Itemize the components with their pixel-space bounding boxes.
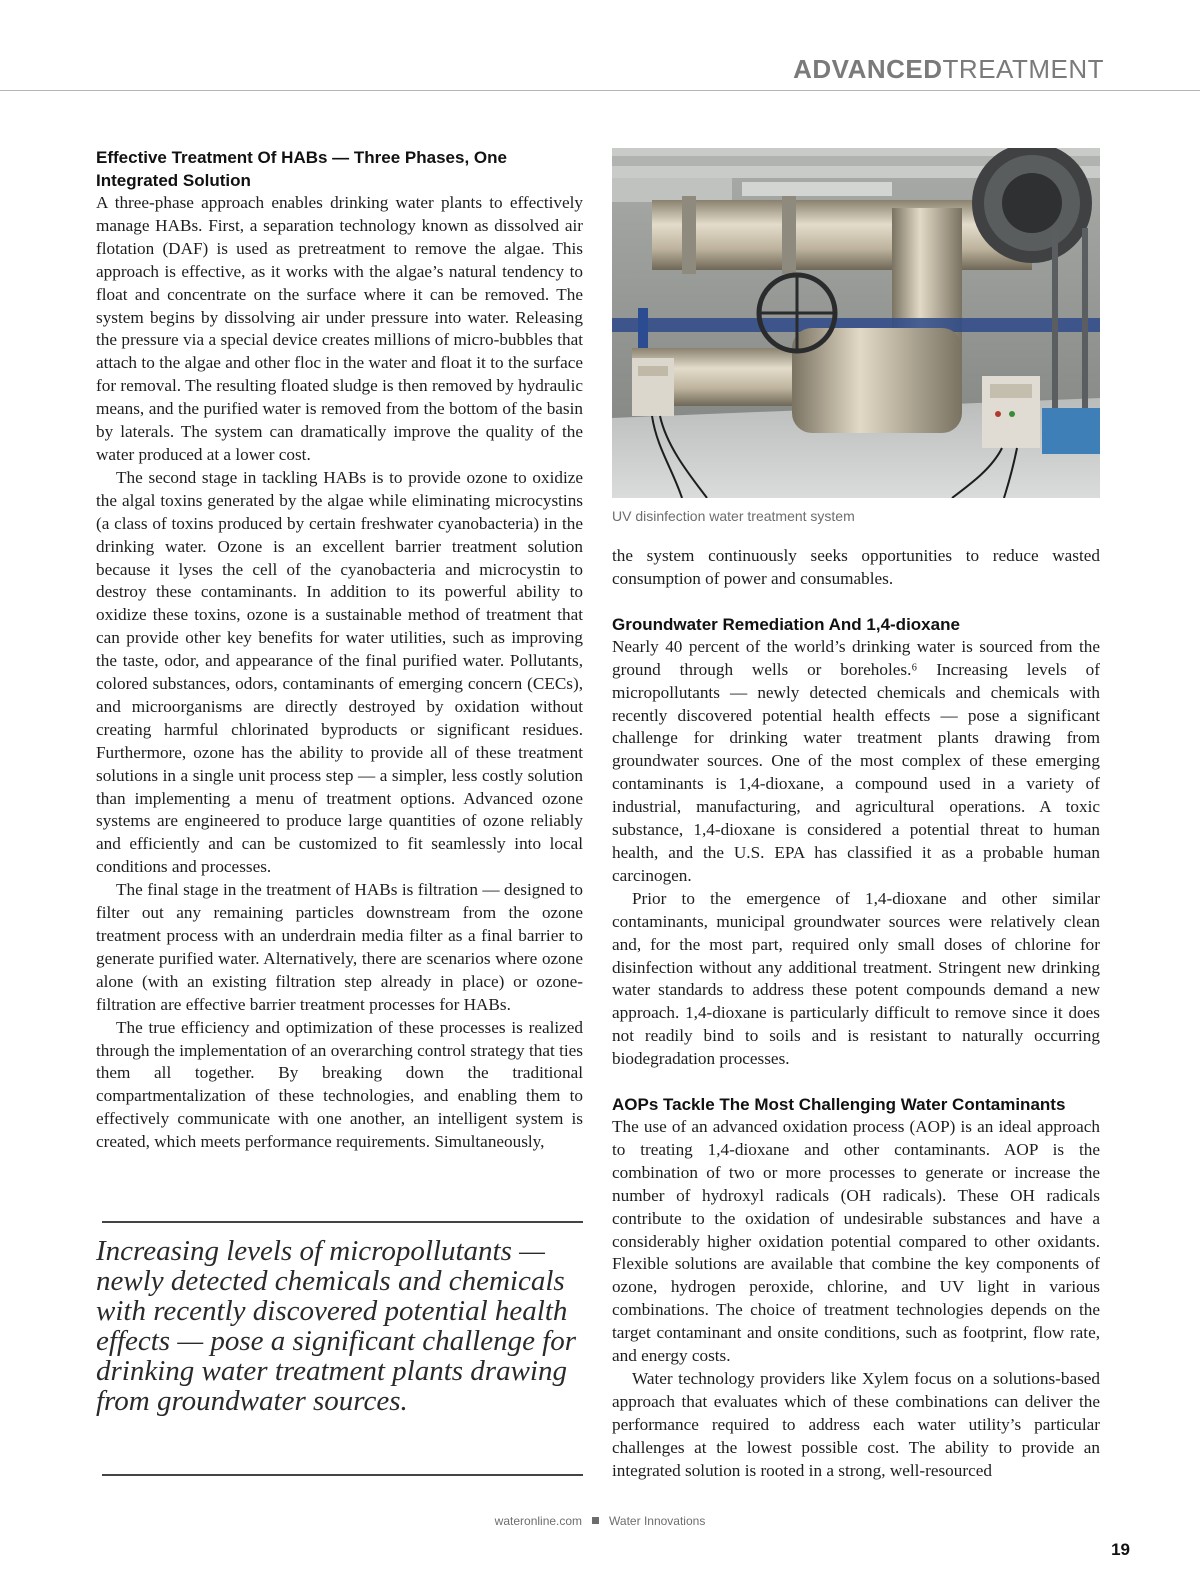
section-tag: [793, 54, 1104, 85]
aop-paragraph-2: Water technology providers like Xylem focus on a solutions-based approach that evaluates which of these combinations can deliver the performance required to address each water utility’s particular challenges at the lowest possible cost. The ability to provide an integrated solution is rooted in a strong, well-resourced: [612, 1369, 1100, 1480]
pull-quote: Increasing levels of micropollutants — newly detected chemicals and chemicals with recently discovered potential health effects — pose a significant challenge for drinking water treatment plants drawing from groundwater sources.: [96, 1235, 577, 1417]
footer-publication: Water Innovations: [609, 1514, 706, 1528]
groundwater-paragraph-2: Prior to the emergence of 1,4-dioxane and other similar contaminants, municipal groundwater sources were relatively clean and, for the most part, required only small doses of chlorine for disinfection without any additional treatment. Stringent new drinking water standards to address these potent compounds demand a new approach. 1,4-dioxane is particularly difficult to remove since it does not readily bind to soils and is resistant to naturally occurring biodegradation processes.: [612, 888, 1100, 1069]
aop-paragraph-1: The use of an advanced oxidation process (AOP) is an ideal approach to treating 1,4-dioxane and other contaminants. AOP is the combination of two or more processes to generate or increase the number of hydroxyl radicals (OH radicals). These OH radicals contribute to the oxidation of undesirable substances and have a considerably higher oxidation potential compared to other oxidants. Flexible solutions are available that combine the key components of ozone, hydrogen peroxide, chlorine, and UV light in various combinations. The choice of treatment technologies depends on the target contaminant and onsite conditions, such as footprint, flow rate, and energy costs.: [612, 1117, 1100, 1366]
uv-system-photo: [612, 148, 1100, 498]
groundwater-heading: Groundwater Remediation And 1,4-dioxane: [612, 614, 960, 634]
spacer: [612, 591, 1100, 613]
footer: [0, 1514, 1200, 1528]
left-paragraph-1: A three-phase approach enables drinking water plants to effectively manage HABs. First, a separation technology known as dissolved air flotation (DAF) is used as pretreatment to remove the algae. This approach is effective, as it works with the algae’s natural tendency to float and concentrate on the surface where it can be removed. The system begins by dissolving air under pressure into water. Releasing the pressure via a special device creates millions of micro-bubbles that attach to the algae and other floc in the water and float it to the surface for removal. The resulting floated sludge is then removed by hydraulic means, and the purified water is removed from the bottom of the basin by laterals. The system can dramatically improve the quality of the water produced at a lower cost.: [96, 193, 583, 464]
left-column: [96, 146, 583, 1154]
photo-caption: UV disinfection water treatment system: [612, 508, 855, 524]
header-rule: [0, 90, 1200, 91]
spacer: [612, 1071, 1100, 1093]
pull-quote-top-rule: [102, 1221, 583, 1223]
pull-quote-bottom-rule: [102, 1474, 583, 1476]
right-column: [612, 545, 1100, 1483]
footer-site: wateronline.com: [494, 1514, 583, 1528]
right-continuation: the system continuously seeks opportunities to reduce wasted consumption of power and consumables.: [612, 546, 1100, 588]
section-tag-bold: ADVANCED: [793, 54, 943, 84]
left-paragraph-3: The final stage in the treatment of HABs is filtration — designed to filter out any remaining particles downstream from the ozone treatment process with an underdrain media filter as a final barrier to generate purified water. Alternatively, there are scenarios where ozone alone (with an existing filtration step already in place) or ozone-filtration are effective barrier treatment processes for HABs.: [96, 880, 583, 1014]
habs-heading: Effective Treatment Of HABs — Three Phases, One Integrated Solution: [96, 148, 507, 190]
groundwater-paragraph-1: Nearly 40 percent of the world’s drinking water is sourced from the ground through wells or boreholes.⁶ Increasing levels of micropollutants — newly detected chemicals and chemicals with recently discovered potential health effects — pose a significant challenge for drinking water treatment plants drawing from groundwater sources. One of the most complex of these emerging contaminants is 1,4-dioxane, a compound used in a variety of industrial, manufacturing, and agricultural operations. A toxic substance, 1,4-dioxane is considered a potential threat to human health, and the U.S. EPA has classified it as a probable human carcinogen.: [612, 636, 1100, 885]
left-paragraph-2: The second stage in tackling HABs is to provide ozone to oxidize the algal toxins generated by the algae while eliminating microcystins (a class of toxins produced by certain freshwater cyanobacteria) in the drinking water. Ozone is an excellent barrier treatment solution because it lyses the cell of the cyanobacteria and microcystin to destroy these contaminants. In addition to its powerful ability to oxidize these toxins, ozone is a sustainable method of treatment that can provide other key benefits for water utilities, such as improving the taste, odor, and appearance of the final purified water. Pollutants, colored substances, odors, contaminants of emerging concern (CECs), and microorganisms are directly destroyed by oxidation without creating harmful chlorinated byproducts or significant residues. Furthermore, ozone has the ability to provide all of these treatment solutions in a single unit process step — a simpler, less costly solution than implementing a menu of treatment options. Advanced ozone systems are engineered to produce large quantities of ozone reliably and efficiently and can be customized to fit seamlessly into local conditions and processes.: [96, 467, 583, 877]
page-number: 19: [1111, 1540, 1130, 1559]
section-tag-light: TREATMENT: [942, 54, 1104, 84]
footer-separator: [592, 1517, 599, 1524]
left-paragraph-4: The true efficiency and optimization of these processes is realized through the implementation of an overarching control strategy that ties them all together. By breaking down the traditional compartmentalization of these technologies, and enabling them to effectively communicate with one another, an intelligent system is created, which meets performance requirements. Simultaneously,: [96, 1017, 583, 1152]
aop-heading: AOPs Tackle The Most Challenging Water Contaminants: [612, 1095, 1066, 1115]
